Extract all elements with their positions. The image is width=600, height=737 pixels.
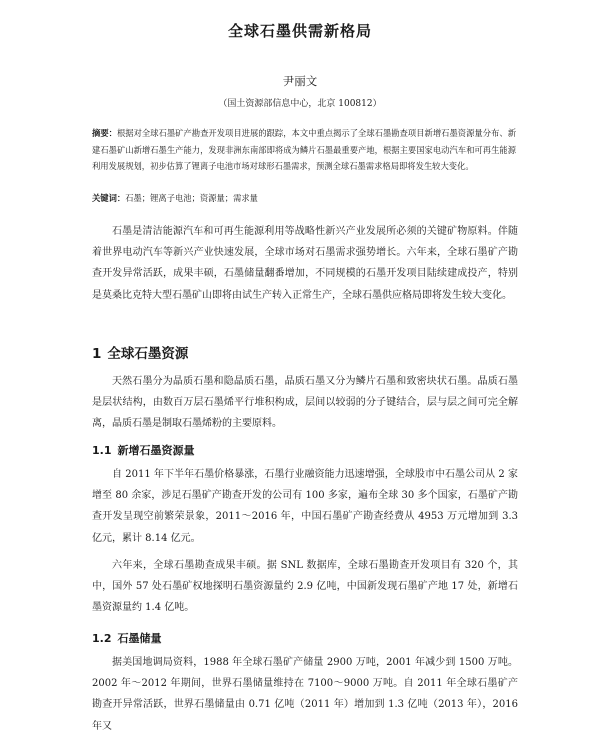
author-name: 尹丽文 (282, 74, 318, 88)
section-1-1-paragraph-2: 六年来，全球石墨勘查成果丰硕。据 SNL 数据库，全球石墨勘查开发项目有 320 个，其中，国外 57 处石墨矿权地探明石墨资源量约 2.9 亿吨，中国新发现石墨矿产地 17 处，新增石墨资源量约 1.4 亿吨。 (92, 560, 518, 614)
intro-paragraph: 石墨是清洁能源汽车和可再生能源利用等战略性新兴产业发展所必须的关键矿物原料。伴随着世界电动汽车等新兴产业快速发展，全球市场对石墨需求强势增长。六年来，全球石墨矿产勘查开发异常活跃，成果丰硕，石墨储量翻番增加，不同规模的石墨开发项目陆续建成投产，特别是莫桑比克特大型石墨矿山即将由试生产转入正常生产，全球石墨供应格局即将发生较大变化。 (92, 226, 518, 301)
section-1-1-paragraph-1: 自 2011 年下半年石墨价格暴涨，石墨行业融资能力迅速增强，全球股市中石墨公司从 2 家增至 80 余家，涉足石墨矿产勘查开发的公司有 100 多家，遍布全球 30 多个国家，石墨矿产勘查开发呈现空前繁荣景象，2011～2016 年，中国石墨矿产勘查经费从 4953 万元增加到 3.3 亿元，累计 8.14 亿元。 (92, 469, 518, 544)
keywords-label: 关键词： (92, 193, 126, 203)
paper-title: 全球石墨供需新格局 (227, 22, 372, 40)
section-1-2-paragraph: 据美国地调局资料，1988 年全球石墨矿产储量 2900 万吨，2001 年减少到 1500 万吨。2002 年～2012 年期间，世界石墨储量维持在 7100～9000 万吨。自 2011 年全球石墨矿产勘查开异常活跃，世界石墨储量由 0.71 亿吨（2011 年）增加到 1.3 亿吨（2013 年），2016 年又 (92, 657, 518, 732)
section-heading-1-1 (92, 442, 195, 458)
section-title: 新增石墨资源量 (117, 444, 195, 457)
section-heading-1-2 (92, 630, 162, 646)
section-1-paragraph: 天然石墨分为晶质石墨和隐晶质石墨，晶质石墨又分为鳞片石墨和致密块状石墨。晶质石墨是层状结构，由数百万层石墨烯平行堆积构成，层间以较弱的分子键结合，层与层之间可完全解离，晶质石墨是制取石墨烯粉的主要原料。 (92, 376, 518, 430)
section-title: 全球石墨资源 (107, 346, 189, 362)
section-number: 1 (92, 346, 102, 362)
abstract-text: 根据对全球石墨矿产勘查开发项目进展的跟踪，本文中重点揭示了全球石墨勘查项目新增石墨资源量分布、新建石墨矿山新增石墨生产能力，发现非洲东南部即将成为鳞片石墨最重要产地，根据主要国家电动汽车和可再生能源利用发展规划，初步估算了锂离子电池市场对球形石墨需求，预测全球石墨需求格局即将发生较大变化。 (92, 128, 516, 171)
section-number: 1.1 (92, 444, 112, 457)
section-number: 1.2 (92, 632, 112, 645)
abstract (92, 125, 516, 175)
abstract-label: 摘要： (92, 128, 117, 138)
keywords-text: 石墨；锂离子电池；资源量；需求量 (125, 193, 258, 203)
author-affiliation: （国土资源部信息中心，北京 100812） (218, 99, 382, 109)
section-title: 石墨储量 (117, 632, 162, 645)
section-heading-1 (92, 342, 188, 362)
keywords (92, 191, 516, 205)
